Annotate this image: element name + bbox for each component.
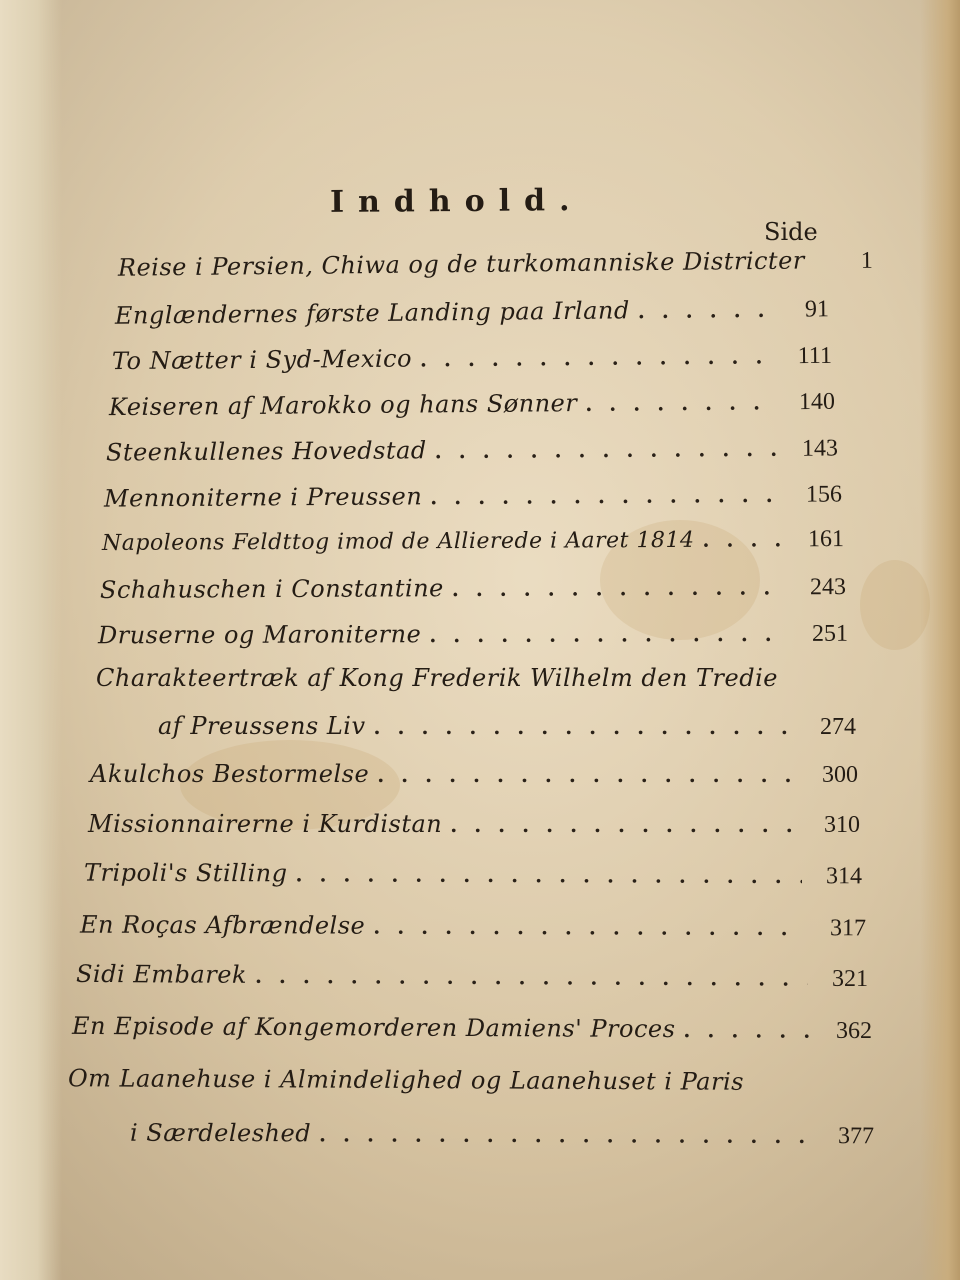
toc-entry: [112, 341, 832, 387]
toc-entry: [84, 859, 862, 902]
toc-entry-title-continued: af Preussens Liv: [158, 712, 366, 740]
toc-entry-title: To Nætter i Syd-Mexico: [111, 344, 413, 376]
toc-entry-page: 143: [801, 435, 839, 462]
toc-entry: [90, 760, 858, 800]
toc-entry-title: Napoleons Feldttog imod de Allierede i Aaret 1814: [101, 527, 695, 556]
toc-entry-title: Reise i Persien, Chiwa og de turkomanniske Districter: [117, 246, 805, 282]
toc-entry-title: Akulchos Bestormelse: [90, 760, 370, 788]
toc-entry-title: Keiseren af Marokko og hans Sønner: [108, 389, 578, 422]
toc-entry-title-continued: i Særdeleshed: [129, 1118, 312, 1148]
toc-dot-leader: [430, 483, 782, 509]
toc-entry-title: Missionnairerne i Kurdistan: [88, 810, 443, 838]
toc-entry-title: Schahuschen i Constantine: [99, 574, 444, 604]
toc-entry-title: Tripoli's Stilling: [83, 858, 288, 888]
toc-dot-leader: [319, 1122, 814, 1148]
toc-entry: [102, 526, 844, 570]
toc-entry-title: Sidi Embarek: [75, 959, 248, 989]
toc-entry-page: 91: [804, 296, 830, 323]
toc-dot-leader: [429, 622, 788, 647]
toc-entry-page: 251: [811, 620, 849, 647]
toc-entry-title: Englændernes første Landing paa Irland: [114, 296, 630, 330]
toc-dot-leader: [377, 763, 798, 787]
toc-entry: [100, 572, 846, 616]
toc-dot-leader: [450, 813, 800, 837]
toc-dot-leader: [255, 964, 808, 991]
toc-dot-leader: [585, 390, 775, 416]
toc-dot-leader: [683, 1018, 812, 1043]
toc-entry: [115, 294, 829, 341]
toc-dot-leader: [638, 298, 769, 323]
toc-entry-title: Om Laanehuse i Almindelighed og Laanehuset i Paris: [67, 1064, 745, 1096]
toc-entry: [98, 619, 848, 662]
toc-entry: [117, 246, 873, 293]
toc-entry-page: 161: [807, 526, 845, 553]
toc-dot-leader: [373, 915, 806, 941]
toc-dot-leader: [420, 344, 772, 371]
toc-entry-page: 317: [829, 915, 867, 942]
toc-entry-page: 310: [824, 812, 860, 838]
toc-entry: [88, 810, 860, 850]
toc-entry-page: 362: [835, 1017, 873, 1045]
toc-entry-page: 321: [831, 965, 869, 993]
toc-entry: [106, 433, 838, 478]
toc-entry-title: Druserne og Maroniterne: [97, 620, 422, 650]
page-title: Indhold.: [329, 183, 584, 220]
toc-entry-title: Mennoniterne i Preussen: [103, 482, 423, 513]
toc-entry-title: Charakteertræk af Kong Frederik Wilhelm den Tredie: [96, 664, 778, 692]
toc-entry-page: 243: [809, 574, 847, 601]
toc-entry-title: En Roças Afbrændelse: [79, 910, 366, 940]
toc-dot-leader: [374, 715, 796, 739]
toc-entry: [72, 1012, 872, 1056]
toc-entry: [80, 911, 866, 954]
toc-entry: [76, 960, 868, 1004]
toc-entry-page: 314: [825, 863, 863, 890]
toc-entry-page: 140: [798, 388, 836, 416]
toc-entry: [104, 479, 842, 524]
toc-entry: [158, 712, 856, 752]
toc-entry-title: En Episode af Kongemorderen Damiens' Proces: [71, 1011, 676, 1044]
toc-entry: [109, 387, 835, 433]
toc-dot-leader: [702, 527, 784, 551]
toc-entry-page: 1: [860, 247, 873, 274]
toc-entry-page: 300: [822, 762, 858, 788]
toc-dot-leader: [435, 437, 778, 463]
toc-entry-page: 274: [820, 714, 856, 740]
toc-dot-leader: [295, 862, 802, 888]
toc-entry: [130, 1119, 874, 1162]
toc-entry-page: 156: [805, 481, 843, 508]
toc-dot-leader: [452, 575, 786, 601]
page-column-header: Side: [764, 218, 818, 246]
toc-entry-page: 111: [797, 342, 833, 370]
toc-entry-page: 377: [837, 1123, 875, 1150]
toc-entry-title: Steenkullenes Hovedstad: [105, 436, 427, 467]
